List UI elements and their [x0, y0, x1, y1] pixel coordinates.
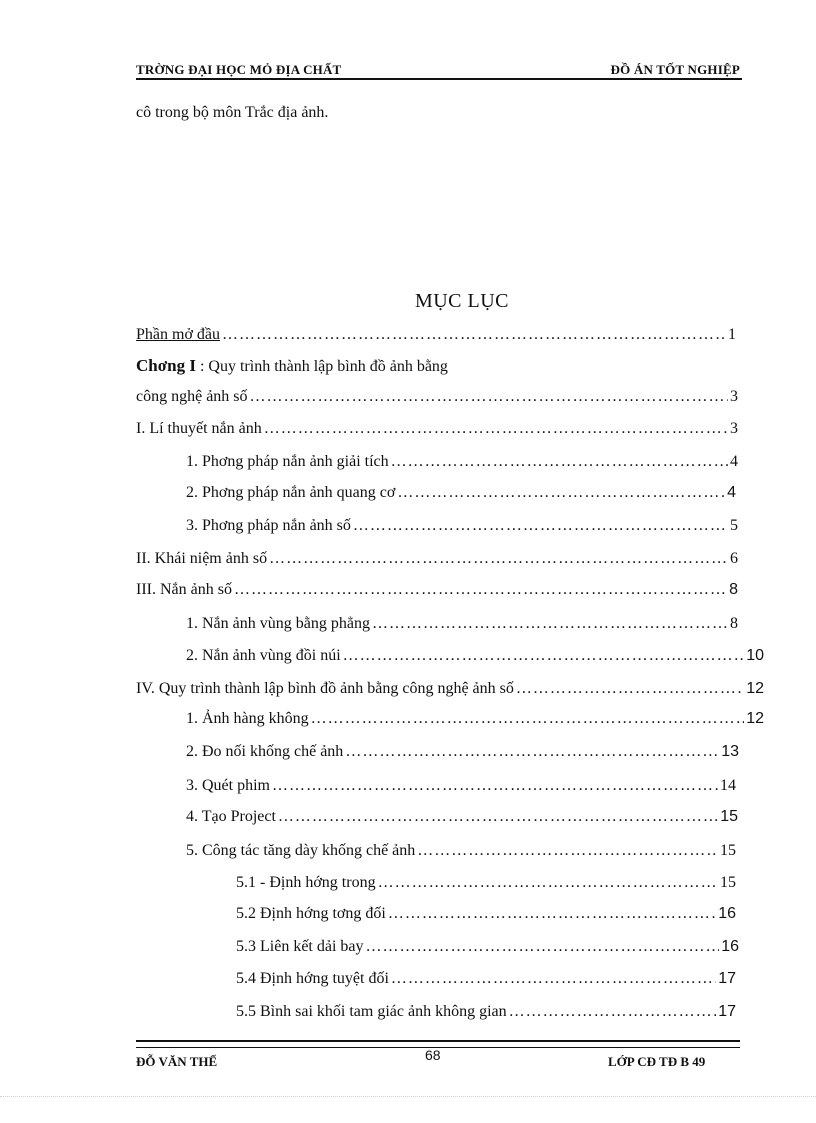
toc-entry-page: 8 [729, 581, 738, 598]
toc-leader [234, 581, 727, 599]
toc-entry-section-4[interactable] [136, 680, 764, 702]
toc-entry-label: 5.2 Định hớng tơng đối [236, 905, 386, 922]
toc-entry-section-1-3[interactable] [186, 517, 738, 539]
toc-leader [366, 938, 720, 956]
toc-leader [272, 777, 718, 795]
toc-leader [250, 388, 728, 406]
toc-entry-label: 1. Ảnh hàng không [186, 710, 309, 727]
toc-entry-label: 5.1 - Định hớng trong [236, 874, 376, 891]
toc-entry-label: 2. Nắn ảnh vùng đồi núi [186, 647, 341, 664]
toc-entry-page: 12 [746, 710, 764, 727]
footer-page-number: 68 [425, 1047, 441, 1063]
toc-entry-section-4-5-3[interactable] [236, 938, 739, 960]
toc-leader [372, 615, 728, 633]
toc-leader [343, 647, 745, 665]
toc-entry-label: 1. Nắn ảnh vùng bằng phẳng [186, 615, 370, 632]
toc-leader [388, 905, 716, 923]
chapter-title: : Quy trình thành lập bình đồ ảnh bằng [195, 358, 448, 375]
toc-entry-section-4-3[interactable] [186, 777, 736, 799]
toc-leader [516, 680, 744, 698]
toc-leader [391, 970, 716, 988]
toc-entry-page: 3 [730, 388, 738, 405]
toc-entry-label: 5.4 Định hớng tuyệt đối [236, 970, 389, 987]
toc-entry-label: 5.5 Bình sai khối tam giác ảnh không gian [236, 1003, 507, 1020]
toc-entry-label: III. Nắn ảnh số [136, 581, 232, 598]
page-header [136, 62, 742, 80]
toc-title: MỤC LỤC [414, 290, 510, 312]
toc-entry-section-3[interactable] [136, 581, 738, 603]
toc-entry-label: 3. Quét phim [186, 777, 270, 794]
toc-leader [311, 710, 745, 728]
toc-entry-label: IV. Quy trình thành lập bình đồ ảnh bằng công nghệ ảnh số [136, 680, 514, 697]
toc-entry-page: 14 [720, 777, 736, 794]
toc-entry-label: 1. Phơng pháp nắn ảnh giải tích [186, 453, 389, 470]
toc-entry-section-4-1[interactable] [186, 710, 764, 732]
toc-entry-section-3-2[interactable] [186, 647, 764, 669]
toc-leader [264, 420, 728, 438]
intro-text: cô trong bộ môn Trắc địa ảnh. [136, 104, 329, 121]
toc-entry-section-4-2[interactable] [186, 743, 739, 765]
toc-entry-page: 12 [746, 680, 764, 697]
toc-entry-label: 5.3 Liên kết dải bay [236, 938, 364, 955]
toc-entry-section-4-5-5[interactable] [236, 1003, 736, 1025]
toc-entry-label: 3. Phơng pháp nắn ảnh số [186, 517, 351, 534]
toc-entry-label: công nghệ ảnh số [136, 388, 248, 405]
toc-leader [269, 550, 728, 568]
toc-entry-label: Phần mở đầu [136, 326, 221, 343]
toc-leader [278, 808, 718, 826]
footer-class: LỚP CĐ TĐ B 49 [608, 1054, 706, 1069]
toc-entry-section-1-2[interactable] [186, 484, 736, 506]
toc-entry-page: 13 [721, 743, 739, 760]
header-school: TRỜNG ĐẠI HỌC MỎ ĐỊA CHẤT [136, 62, 342, 77]
toc-leader [391, 453, 728, 471]
toc-entry-label: 2. Phơng pháp nắn ảnh quang cơ [186, 484, 396, 501]
toc-entry-page: 17 [718, 1003, 736, 1020]
toc-entry-page: 1 [728, 326, 736, 343]
toc-leader [397, 484, 725, 502]
toc-entry-page: 3 [730, 420, 738, 437]
toc-entry-section-2[interactable] [136, 550, 738, 572]
toc-leader [345, 743, 719, 761]
toc-entry-page: 16 [721, 938, 739, 955]
toc-leader [509, 1003, 717, 1021]
toc-leader [222, 326, 726, 344]
page-bottom-border [0, 1096, 816, 1097]
toc-entry-label: II. Khái niệm ảnh số [136, 550, 268, 567]
chapter-heading [136, 356, 448, 376]
toc-entry-page: 10 [746, 647, 764, 664]
toc-entry-label: 4. Tạo Project [186, 808, 276, 825]
toc-entry-page: 8 [730, 615, 738, 632]
toc-entry-section-4-5[interactable] [186, 842, 736, 864]
toc-leader [353, 517, 728, 535]
toc-leader [417, 842, 718, 860]
toc-entry-chapter-1[interactable] [136, 388, 738, 410]
toc-entry-intro[interactable] [136, 326, 736, 348]
toc-entry-section-4-5-1[interactable] [236, 874, 736, 896]
toc-entry-page: 15 [720, 842, 736, 859]
toc-entry-section-3-1[interactable] [186, 615, 738, 637]
toc-entry-page: 4 [730, 453, 738, 470]
chapter-label: Chơng I [136, 356, 196, 375]
toc-entry-page: 15 [720, 874, 736, 891]
toc-entry-section-4-5-4[interactable] [236, 970, 736, 992]
header-doc-type: ĐỒ ÁN TỐT NGHIỆP [610, 62, 740, 77]
toc-entry-page: 17 [718, 970, 736, 987]
toc-entry-page: 5 [730, 517, 738, 534]
footer-author: ĐỖ VĂN THẾ [136, 1054, 218, 1069]
toc-entry-section-4-4[interactable] [186, 808, 738, 830]
toc-entry-label: 2. Đo nối khống chế ảnh [186, 743, 344, 760]
toc-entry-section-4-5-2[interactable] [236, 905, 736, 927]
toc-entry-page: 15 [720, 808, 738, 825]
toc-entry-section-1-1[interactable] [186, 453, 738, 475]
toc-entry-label: 5. Công tác tăng dày khống chế ảnh [186, 842, 416, 859]
toc-entry-page: 4 [727, 484, 736, 501]
toc-entry-label: I. Lí thuyết nắn ảnh [136, 420, 262, 437]
toc-entry-page: 6 [730, 550, 738, 567]
toc-leader [378, 874, 718, 892]
toc-entry-section-1[interactable] [136, 420, 738, 442]
toc-entry-page: 16 [718, 905, 736, 922]
